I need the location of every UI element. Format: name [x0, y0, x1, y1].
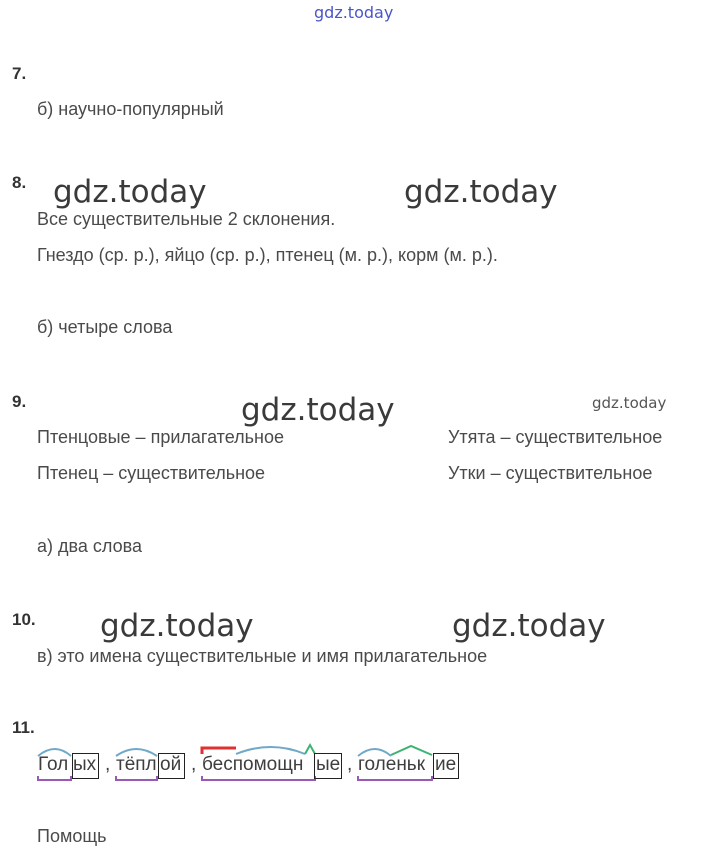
watermark: gdz.today — [452, 608, 606, 644]
morpheme-analysis — [37, 743, 517, 783]
word-3-ending: ые — [316, 754, 341, 775]
task-7-number: 7. — [12, 64, 27, 83]
task-8-number: 8. — [12, 173, 27, 192]
word-1-stem: Гол — [38, 754, 69, 775]
task-9-right-2: Утки – существительное — [448, 463, 653, 483]
ending-box — [158, 753, 185, 779]
task-10-number: 10. — [12, 610, 36, 629]
task-7-answer: б) научно-популярный — [37, 99, 224, 119]
word-4-stem: голеньк — [358, 754, 426, 775]
separator: , — [191, 754, 197, 775]
watermark-top: gdz.today — [314, 3, 394, 22]
separator: , — [347, 754, 353, 775]
watermark: gdz.today — [592, 394, 667, 412]
word-3-stem: беспомощн — [202, 754, 304, 775]
word-2-ending: ой — [160, 754, 182, 775]
task-8-line-2: Гнездо (ср. р.), яйцо (ср. р.), птенец (м. р.), корм (м. р.). — [37, 245, 498, 265]
task-9-left-2: Птенец – существительное — [37, 463, 266, 483]
watermark: gdz.today — [53, 174, 207, 210]
word-2-stem: тёпл — [116, 754, 157, 775]
word-1-ending: ых — [73, 754, 97, 775]
task-10-answer: в) это имена существительные и имя прилагательное — [37, 646, 488, 666]
watermark: gdz.today — [241, 392, 395, 428]
task-9-number: 9. — [12, 392, 27, 411]
task-9-left-1: Птенцовые – прилагательное — [37, 427, 284, 447]
task-9-right-1: Утята – существительное — [448, 427, 663, 447]
task-11-number: 11. — [12, 718, 35, 737]
help-link[interactable]: Помощь — [37, 826, 107, 846]
task-8-line-1: Все существительные 2 склонения. — [37, 209, 336, 229]
watermark: gdz.today — [404, 174, 558, 210]
task-8-answer: б) четыре слова — [37, 317, 173, 337]
ending-box — [72, 753, 99, 779]
watermark: gdz.today — [100, 608, 254, 644]
task-9-answer: а) два слова — [37, 536, 142, 556]
ending-box — [433, 753, 459, 779]
separator: , — [105, 754, 111, 775]
word-4-ending: ие — [435, 754, 457, 775]
ending-box — [314, 753, 342, 779]
